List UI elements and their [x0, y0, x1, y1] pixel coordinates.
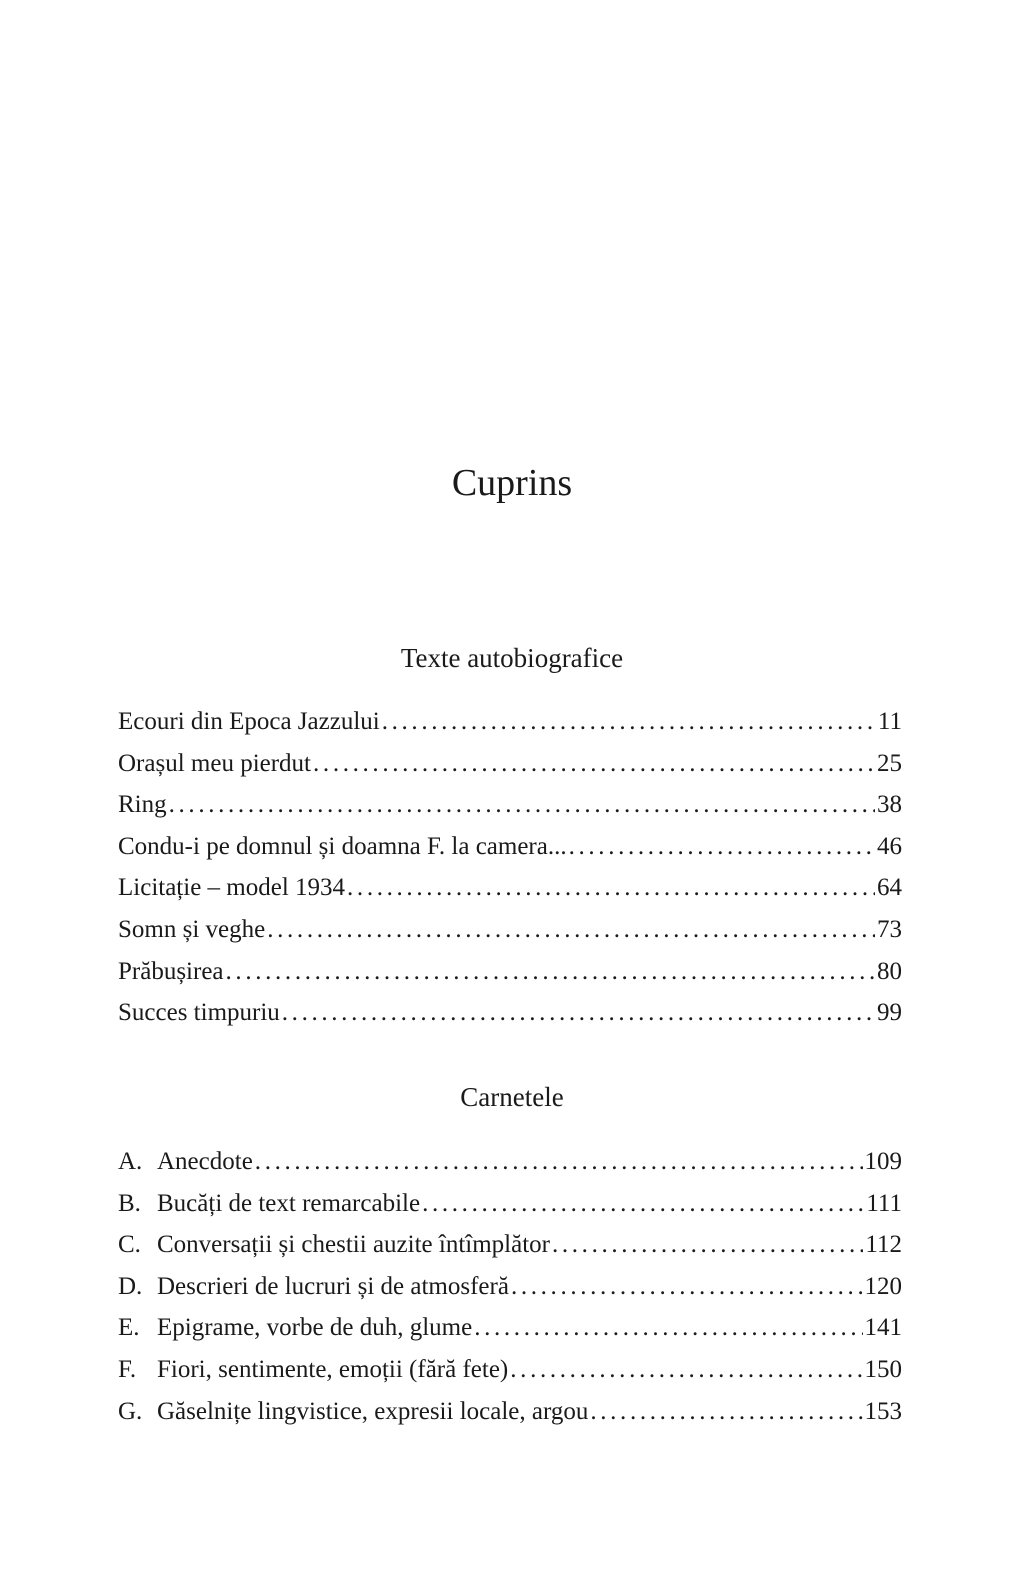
- toc-entry[interactable]: [118, 784, 902, 826]
- toc-entry-title: Ring: [118, 791, 167, 819]
- toc-entry-page: 99: [877, 999, 902, 1027]
- dot-leader: [510, 1349, 862, 1391]
- toc-entry-letter: A.: [118, 1148, 143, 1175]
- toc-entry-label: [118, 1141, 253, 1183]
- toc-entry[interactable]: [118, 867, 902, 909]
- toc-entry-page: 120: [864, 1272, 902, 1300]
- dot-leader: [226, 951, 875, 993]
- toc-entry-page: 46: [877, 832, 902, 860]
- toc-entry[interactable]: [118, 1349, 902, 1391]
- section-heading-autobiographical: Texte autobiografice: [400, 643, 624, 673]
- toc-entry-page: 111: [866, 1189, 902, 1217]
- dot-leader: [347, 867, 875, 909]
- toc-entry-letter: G.: [118, 1397, 143, 1425]
- toc-entry[interactable]: [118, 1224, 902, 1266]
- toc-entry[interactable]: [118, 1183, 902, 1225]
- toc-entry-page: 109: [864, 1148, 902, 1175]
- toc-entry[interactable]: [118, 1266, 902, 1308]
- toc-entry-label: [118, 867, 345, 909]
- toc-entry-page: 25: [877, 749, 902, 777]
- toc-entry-title: Anecdote: [157, 1148, 253, 1175]
- dot-leader: [382, 701, 876, 743]
- toc-entry-title: Orașul meu pierdut: [118, 749, 312, 777]
- toc-entry[interactable]: [118, 1141, 902, 1183]
- toc-entry-page: 112: [865, 1231, 902, 1259]
- toc-list-autobiographical: [118, 701, 902, 1034]
- toc-entry[interactable]: [118, 826, 902, 868]
- toc-entry-label: [118, 1307, 472, 1349]
- toc-entry-title: Prăbușirea: [118, 957, 224, 985]
- toc-entry-page: 11: [877, 708, 902, 735]
- toc-entry-page: 64: [877, 874, 902, 902]
- dot-leader: [422, 1183, 864, 1225]
- toc-entry[interactable]: [118, 909, 902, 951]
- toc-entry-title: Licitație – model 1934: [118, 874, 346, 902]
- toc-entry-title: Conversații și chestii auzite întîmplător: [157, 1231, 550, 1259]
- toc-entry-letter: E.: [118, 1314, 140, 1342]
- toc-entry-page: 141: [864, 1314, 902, 1342]
- toc-entry-title: Descrieri de lucruri și de atmosferă: [157, 1272, 509, 1300]
- dot-leader: [590, 1391, 862, 1433]
- toc-entry[interactable]: [118, 1391, 902, 1433]
- toc-entry-label: [118, 1266, 509, 1308]
- dot-leader: [552, 1224, 863, 1266]
- toc-entry-label: [118, 951, 224, 993]
- toc-entry[interactable]: [118, 743, 902, 785]
- toc-entry-label: [118, 992, 280, 1034]
- toc-entry[interactable]: [118, 1307, 902, 1349]
- toc-entry-title: Găselnițe lingvistice, expresii locale, argou: [157, 1397, 589, 1425]
- toc-entry-title: Succes timpuriu: [118, 999, 280, 1027]
- page-title: Cuprins: [451, 462, 573, 504]
- toc-entry-letter: B.: [118, 1189, 141, 1217]
- dot-leader: [313, 743, 875, 785]
- toc-entry-label: [118, 1224, 550, 1266]
- toc-entry-label: [118, 1391, 588, 1433]
- toc-entry[interactable]: [118, 951, 902, 993]
- toc-entry-page: 153: [864, 1397, 902, 1425]
- toc-entry[interactable]: [118, 992, 902, 1034]
- dot-leader: [511, 1266, 863, 1308]
- toc-entry-title: Epigrame, vorbe de duh, glume: [157, 1314, 473, 1342]
- dot-leader: [474, 1307, 862, 1349]
- toc-entry-letter: F.: [118, 1355, 137, 1383]
- toc-entry-label: [118, 743, 311, 785]
- dot-leader: [169, 784, 875, 826]
- dot-leader: [282, 992, 875, 1034]
- toc-entry-label: [118, 784, 167, 826]
- section-heading-notebooks: Carnetele: [460, 1082, 564, 1112]
- toc-entry-label: [118, 826, 567, 868]
- toc-entry[interactable]: [118, 701, 902, 743]
- toc-entry-page: 73: [877, 915, 902, 943]
- toc-entry-label: [118, 909, 265, 951]
- toc-entry-title: Fiori, sentimente, emoții (fără fete): [157, 1355, 509, 1383]
- dot-leader: [255, 1141, 863, 1183]
- toc-list-notebooks: [118, 1141, 902, 1432]
- toc-entry-title: Bucăți de text remarcabile: [157, 1189, 421, 1217]
- toc-entry-letter: D.: [118, 1272, 143, 1300]
- toc-entry-title: Condu-i pe domnul și doamna F. la camera...: [118, 832, 567, 860]
- toc-entry-label: [118, 1349, 508, 1391]
- dot-leader: [569, 826, 875, 868]
- toc-entry-title: Somn și veghe: [118, 915, 266, 943]
- toc-entry-page: 150: [864, 1355, 902, 1383]
- dot-leader: [267, 909, 875, 951]
- toc-entry-page: 38: [877, 791, 902, 819]
- toc-entry-title: Ecouri din Epoca Jazzului: [118, 708, 380, 735]
- toc-entry-page: 80: [877, 957, 902, 985]
- toc-entry-label: [118, 701, 380, 743]
- toc-entry-label: [118, 1183, 420, 1225]
- toc-entry-letter: C.: [118, 1231, 141, 1259]
